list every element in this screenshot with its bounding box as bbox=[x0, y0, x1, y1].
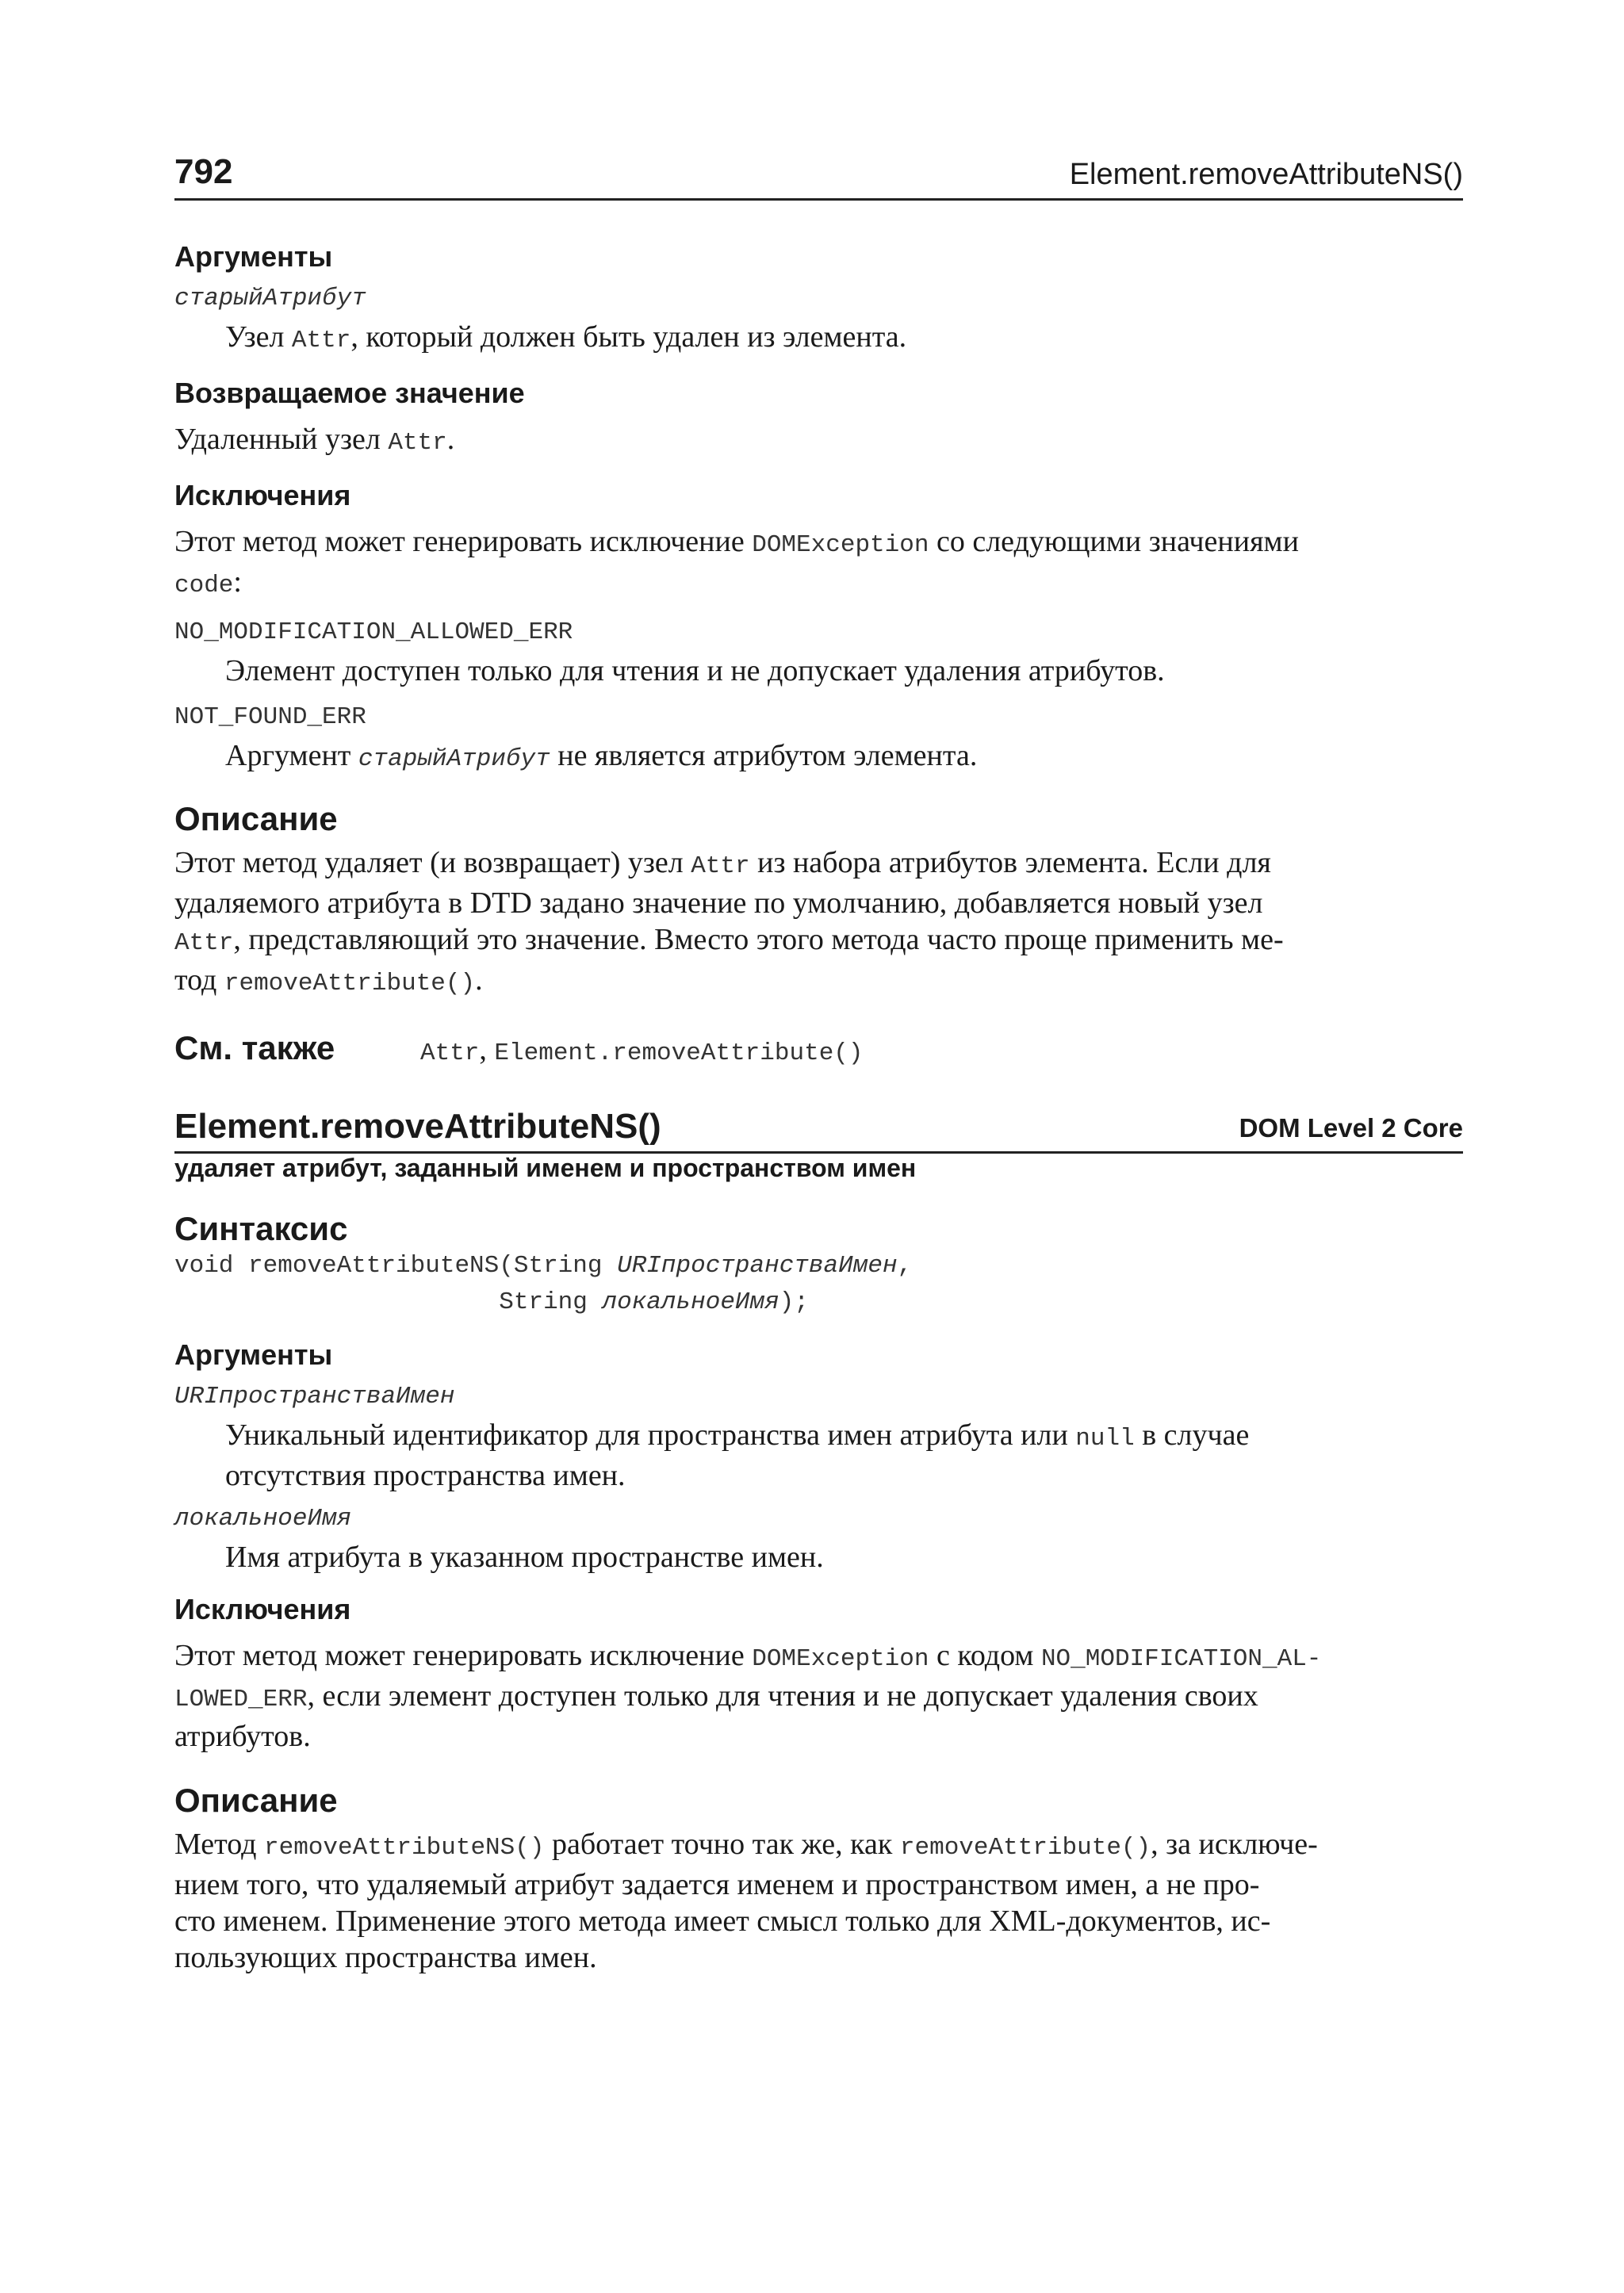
exception-description: Аргумент старыйАтрибут не является атрибутом элемента. bbox=[225, 739, 978, 773]
return-heading: Возвращаемое значение bbox=[174, 377, 525, 409]
argument-description: Узел Attr, который должен быть удален из элемента. bbox=[225, 320, 907, 354]
exceptions-text: Этот метод может генерировать исключение DOMException со следующими значениями code: bbox=[174, 525, 1299, 599]
entry-summary: удаляет атрибут, заданный именем и пространством имен bbox=[174, 1154, 917, 1182]
argument-name: старыйАтрибут bbox=[174, 285, 366, 312]
see-also bbox=[174, 1029, 1463, 1072]
see-also-link[interactable]: Element.removeAttribute() bbox=[494, 1039, 864, 1067]
description-text: Метод removeAttributeNS() работает точно так же, как removeAttribute(), за исключе- нием того, что удаляемый атрибут задается именем и пространством имен, а не про- сто именем. Применение этого метода имеет смысл только для XML-документов, ис- пользующих пространства имен. bbox=[174, 1828, 1318, 1974]
argument-name: URIпространстваИмен bbox=[174, 1383, 455, 1411]
see-also-label: См. также bbox=[174, 1029, 335, 1066]
arguments-heading: Аргументы bbox=[174, 240, 333, 273]
exception-code: NO_MODIFICATION_ALLOWED_ERR bbox=[174, 618, 573, 646]
description-heading: Описание bbox=[174, 1782, 338, 1819]
page-header bbox=[174, 143, 1463, 201]
exception-description: Элемент доступен только для чтения и не допускает удаления атрибутов. bbox=[225, 654, 1165, 687]
entry-header bbox=[174, 1104, 1463, 1154]
page-number: 792 bbox=[174, 152, 233, 191]
exceptions-heading: Исключения bbox=[174, 479, 351, 511]
see-also-link[interactable]: Attr bbox=[420, 1039, 480, 1067]
syntax-line: String локальноеИмя); bbox=[174, 1288, 809, 1316]
running-title: Element.removeAttributeNS() bbox=[1069, 158, 1463, 191]
exceptions-text: Этот метод может генерировать исключение DOMException с кодом NO_MODIFICATION_AL- LOWED_ERR, если элемент доступен только для чтения и не допускает удаления своих атрибутов. bbox=[174, 1639, 1322, 1753]
syntax-line: void removeAttributeNS(String URIпространстваИмен, bbox=[174, 1252, 913, 1280]
arguments-heading: Аргументы bbox=[174, 1338, 333, 1371]
argument-name: локальноеИмя bbox=[174, 1505, 352, 1533]
see-also-links: Attr, Element.removeAttribute() bbox=[420, 1033, 864, 1067]
syntax-heading: Синтаксис bbox=[174, 1210, 348, 1247]
return-text: Удаленный узел Attr. bbox=[174, 423, 455, 457]
entry-level: DOM Level 2 Core bbox=[1239, 1113, 1463, 1143]
argument-description: Имя атрибута в указанном пространстве имен. bbox=[225, 1541, 824, 1574]
exceptions-heading: Исключения bbox=[174, 1593, 351, 1625]
description-heading: Описание bbox=[174, 800, 338, 837]
argument-description: Уникальный идентификатор для пространства имен атрибута или null в случае отсутствия пространства имен. bbox=[225, 1418, 1250, 1492]
description-text: Этот метод удаляет (и возвращает) узел Attr из набора атрибутов элемента. Если для удаляемого атрибута в DTD задано значение по умолчанию, добавляется новый узел Attr, представляющий это значение. Вместо этого метода часто проще применить ме- тод removeAttribute(). bbox=[174, 846, 1284, 997]
exception-code: NOT_FOUND_ERR bbox=[174, 703, 366, 731]
book-page bbox=[174, 143, 1463, 1976]
entry-title: Element.removeAttributeNS() bbox=[174, 1107, 661, 1146]
